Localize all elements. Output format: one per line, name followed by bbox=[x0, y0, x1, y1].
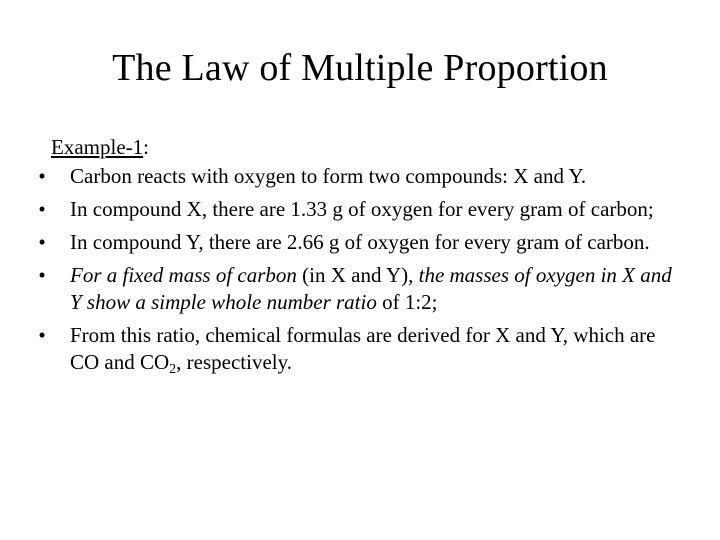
example-heading bbox=[51, 134, 684, 161]
bullet-icon: • bbox=[38, 197, 46, 221]
bullet-text: (in X and Y) bbox=[296, 263, 409, 287]
bullet-italic-text: For a fixed mass of carbon bbox=[70, 263, 297, 287]
bullet-text: In compound Y, there are 2.66 g of oxygen for every gram of carbon. bbox=[70, 230, 650, 254]
example-colon: : bbox=[143, 135, 149, 159]
bullet-list bbox=[24, 163, 684, 376]
slide-title: The Law of Multiple Proportion bbox=[112, 47, 608, 89]
list-item bbox=[24, 196, 684, 223]
bullet-icon: • bbox=[38, 230, 46, 254]
bullet-icon: • bbox=[38, 263, 46, 287]
bullet-text: In compound X, there are 1.33 g of oxygen for every gram of carbon; bbox=[70, 197, 654, 221]
bullet-text: , respectively. bbox=[176, 350, 293, 374]
list-item bbox=[24, 262, 684, 316]
bullet-text: From this ratio, chemical formulas are derived for X and Y, which are CO and CO bbox=[70, 323, 656, 374]
subscript: 2 bbox=[169, 362, 177, 377]
bullet-icon: • bbox=[38, 323, 46, 347]
bullet-text: Carbon reacts with oxygen to form two compounds: X and Y. bbox=[70, 164, 587, 188]
list-item bbox=[24, 163, 684, 190]
list-item bbox=[24, 322, 684, 376]
example-label: Example-1 bbox=[51, 135, 144, 159]
bullet-italic-text: , the masses of oxygen in X and Y show a simple whole number ratio bbox=[70, 263, 672, 314]
bullet-icon: • bbox=[38, 164, 46, 188]
slide-body bbox=[24, 134, 684, 382]
bullet-text: of 1:2; bbox=[376, 290, 438, 314]
list-item bbox=[24, 229, 684, 256]
